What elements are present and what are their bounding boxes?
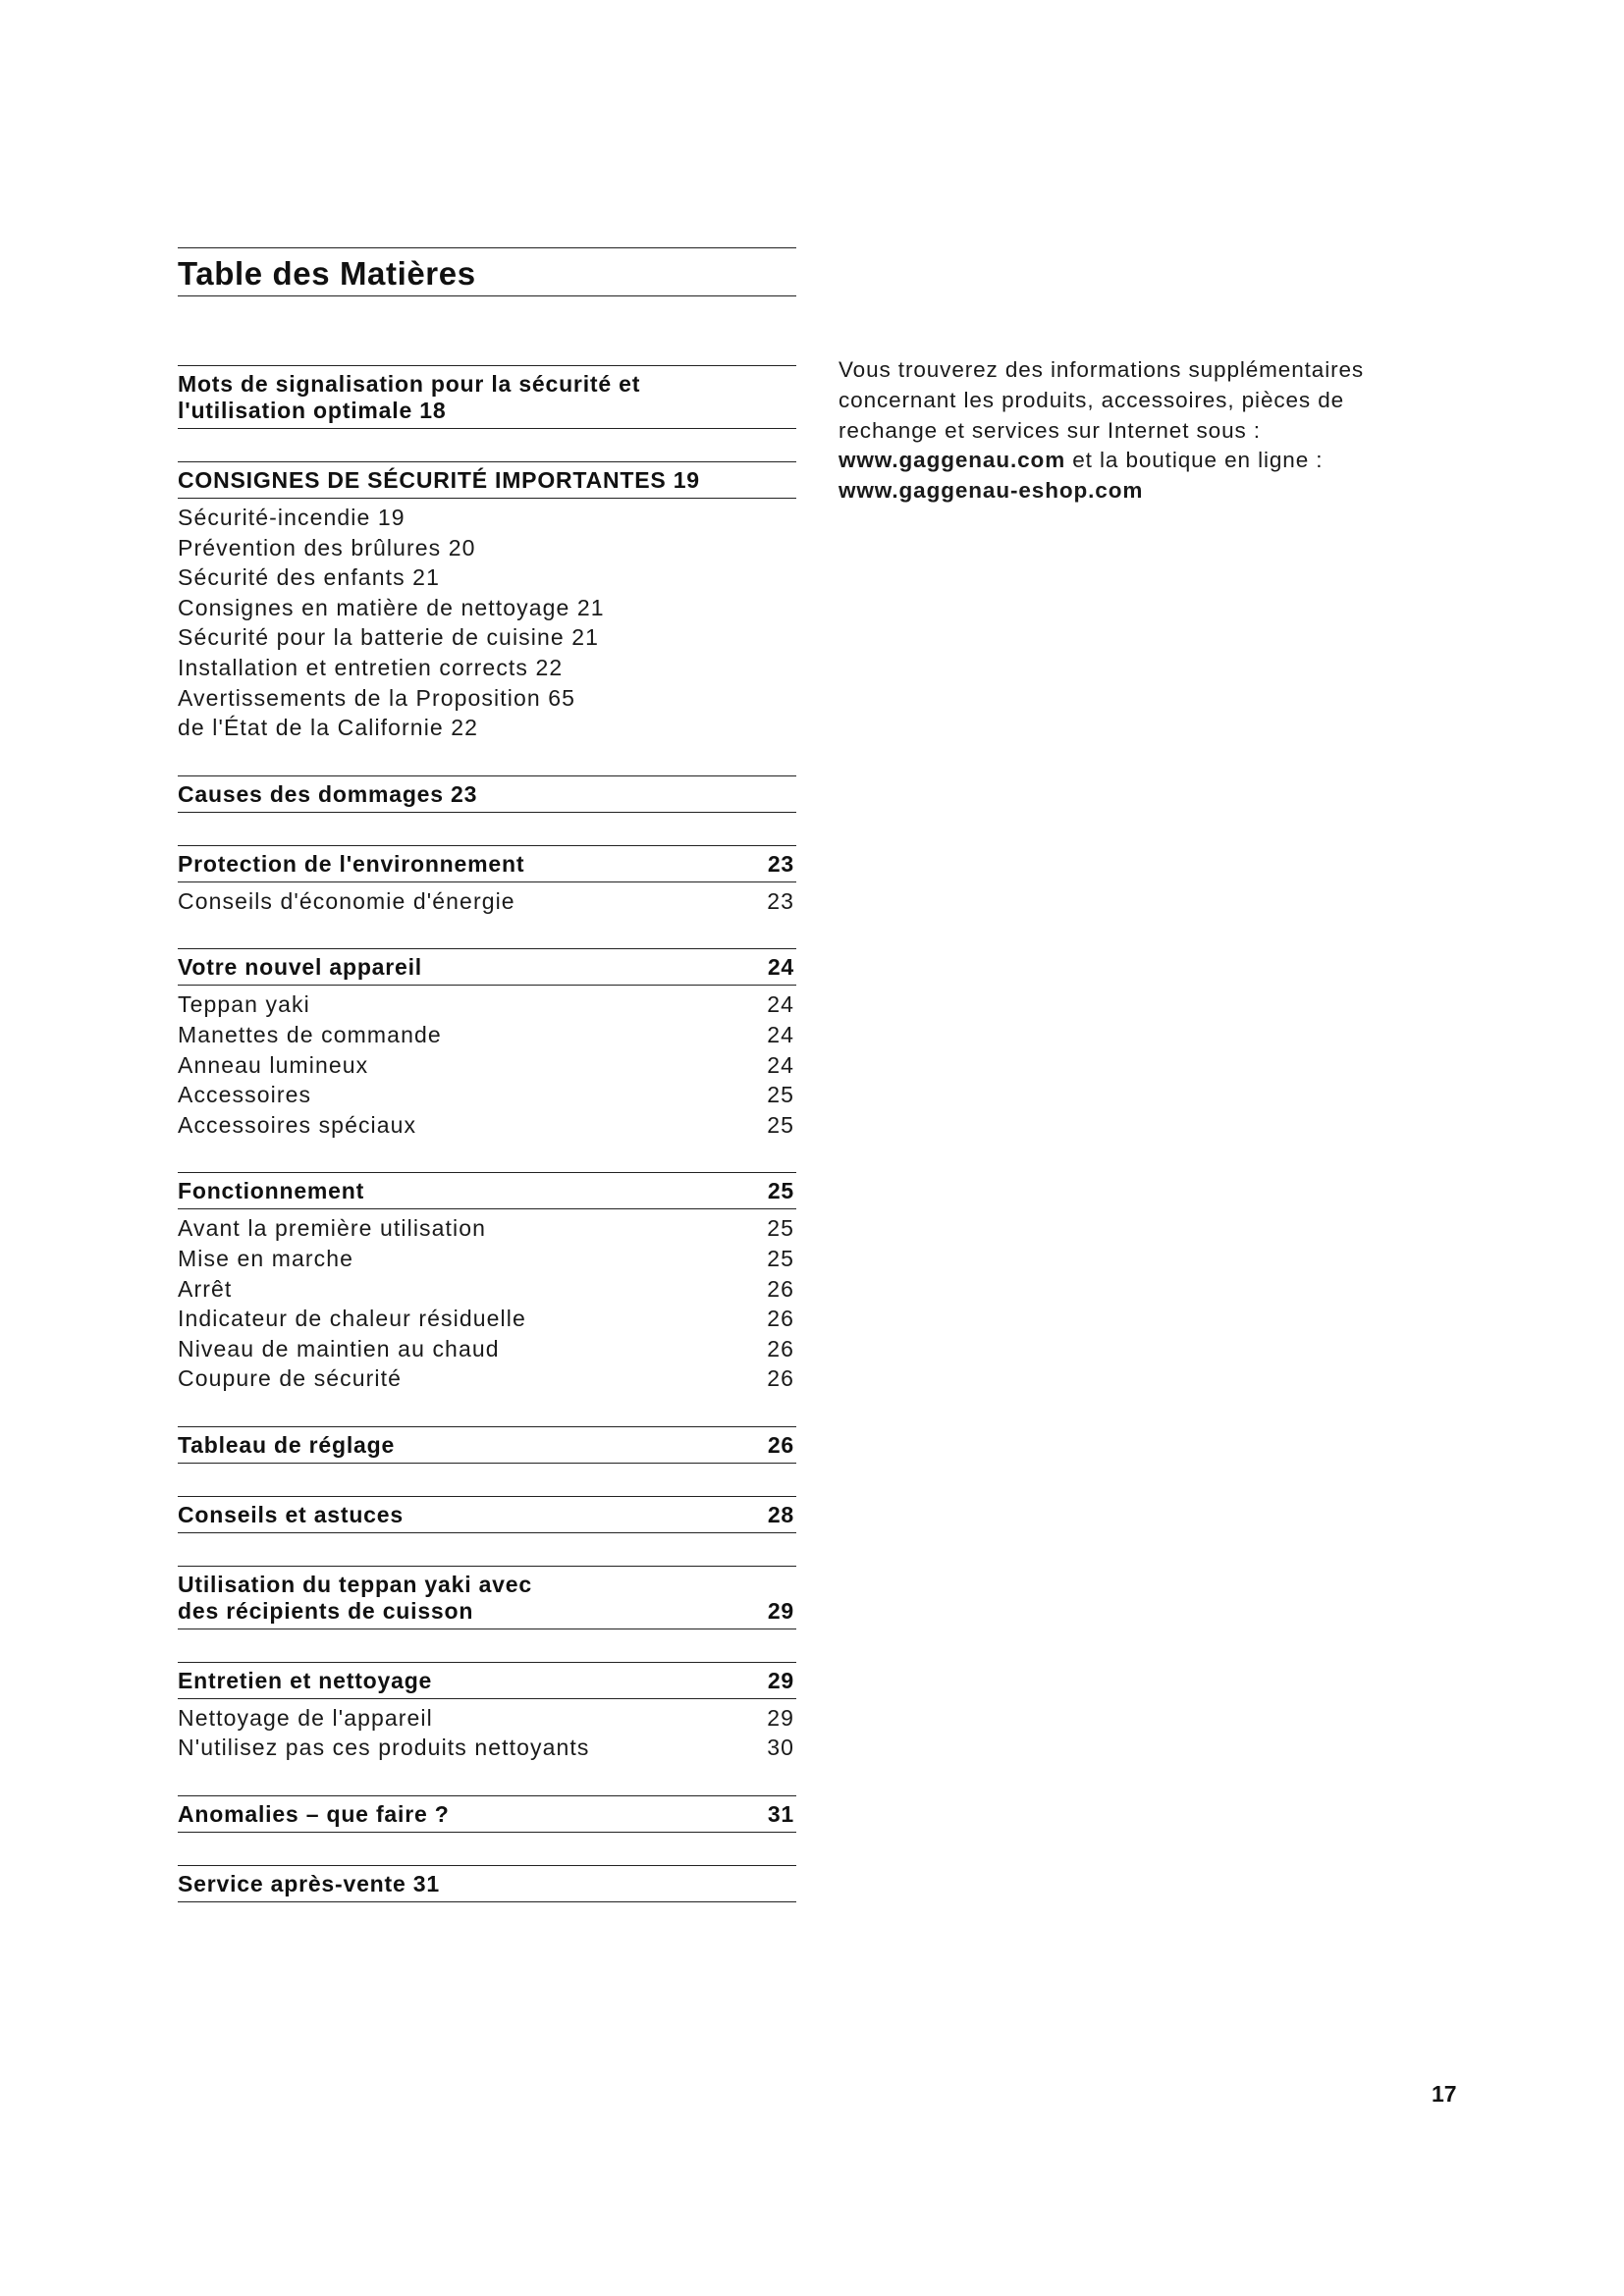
toc-entry-list [178, 882, 796, 917]
entry-label: de l'État de la Californie 22 [178, 715, 479, 741]
section-label: Conseils et astuces [178, 1501, 404, 1527]
toc-entry[interactable] [178, 1304, 796, 1334]
entry-label: Avant la première utilisation [178, 1215, 487, 1242]
section-page: 29 [767, 1597, 794, 1624]
toc-entry[interactable] [178, 533, 796, 563]
toc-section-heading[interactable] [178, 1662, 796, 1699]
toc-entry[interactable] [178, 503, 796, 533]
toc-section-heading[interactable] [178, 1566, 796, 1629]
entry-page: 24 [767, 1051, 794, 1078]
online-info [839, 355, 1428, 507]
info-line: concernant les produits, accessoires, pièces de [839, 387, 1345, 412]
toc-entry-list [178, 1699, 796, 1763]
toc-section-heading[interactable] [178, 1795, 796, 1833]
toc-entry-list [178, 986, 796, 1140]
entry-label: Sécurité-incendie 19 [178, 505, 406, 530]
toc-section-heading[interactable] [178, 845, 796, 882]
entry-page: 24 [767, 1021, 794, 1047]
toc-entry[interactable] [178, 1050, 796, 1081]
entry-label: Avertissements de la Proposition 65 [178, 684, 575, 711]
section-label: Service après-vente 31 [178, 1871, 440, 1897]
entry-label: Anneau lumineux [178, 1051, 369, 1078]
entry-label: N'utilisez pas ces produits nettoyants [178, 1735, 590, 1761]
eshop-link[interactable]: www.gaggenau-eshop.com [839, 478, 1144, 504]
entry-page: 25 [767, 1111, 794, 1138]
page-title: Table des Matières [178, 255, 476, 292]
toc-entry[interactable] [178, 713, 796, 743]
toc-section-heading[interactable] [178, 1496, 796, 1533]
section-page: 28 [767, 1501, 794, 1527]
toc-entry[interactable] [178, 593, 796, 623]
entry-page: 24 [767, 991, 794, 1018]
gaggenau-link[interactable]: www.gaggenau.com [839, 448, 1066, 473]
toc-section [178, 365, 796, 429]
section-page: 24 [767, 954, 794, 981]
toc-section [178, 1566, 796, 1629]
section-label: Mots de signalisation pour la sécurité et l'utilisation optimale 18 [178, 371, 641, 423]
toc-entry[interactable] [178, 1213, 796, 1244]
toc-section-heading[interactable] [178, 365, 796, 429]
section-label: Causes des dommages 23 [178, 780, 478, 807]
toc-entry[interactable] [178, 1703, 796, 1734]
entry-page [794, 593, 796, 623]
toc-section-heading[interactable] [178, 1426, 796, 1464]
entry-page [794, 562, 796, 593]
entry-page: 30 [767, 1735, 794, 1761]
section-label: Entretien et nettoyage [178, 1667, 433, 1693]
section-page: 23 [767, 850, 794, 877]
entry-label: Sécurité pour la batterie de cuisine 21 [178, 624, 600, 651]
toc-entry[interactable] [178, 1334, 796, 1364]
toc-entry[interactable] [178, 1110, 796, 1141]
section-label: Tableau de réglage [178, 1431, 396, 1458]
entry-label: Coupure de sécurité [178, 1365, 403, 1392]
toc-entry-list [178, 499, 796, 743]
entry-label: Prévention des brûlures 20 [178, 534, 476, 561]
entry-label: Consignes en matière de nettoyage 21 [178, 594, 605, 620]
entry-page [794, 533, 796, 563]
entry-label: Teppan yaki [178, 991, 310, 1018]
entry-page [794, 683, 796, 714]
toc-entry[interactable] [178, 622, 796, 653]
toc-section [178, 1795, 796, 1833]
info-text: et la boutique en ligne : [1065, 448, 1324, 473]
entry-page: 26 [767, 1306, 794, 1332]
toc-section [178, 461, 796, 743]
section-label: CONSIGNES DE SÉCURITÉ IMPORTANTES 19 [178, 467, 700, 493]
entry-page [794, 713, 796, 743]
entry-page: 23 [767, 887, 794, 914]
toc-section [178, 948, 796, 1140]
section-label: Votre nouvel appareil [178, 954, 422, 981]
entry-label: Indicateur de chaleur résiduelle [178, 1306, 526, 1332]
entry-label: Accessoires spéciaux [178, 1111, 417, 1138]
entry-label: Sécurité des enfants 21 [178, 564, 440, 591]
toc-section-heading[interactable] [178, 775, 796, 813]
entry-label: Niveau de maintien au chaud [178, 1335, 500, 1362]
entry-page [794, 622, 796, 653]
toc-entry[interactable] [178, 562, 796, 593]
entry-label: Nettoyage de l'appareil [178, 1704, 433, 1731]
entry-page: 25 [767, 1215, 794, 1242]
info-line [839, 446, 1428, 476]
entry-page: 25 [767, 1082, 794, 1108]
toc-section [178, 1662, 796, 1763]
entry-label: Arrêt [178, 1275, 233, 1302]
entry-page: 26 [767, 1275, 794, 1302]
entry-label: Installation et entretien corrects 22 [178, 654, 564, 680]
toc-entry-list [178, 1209, 796, 1394]
entry-label: Conseils d'économie d'énergie [178, 887, 515, 914]
section-page: 29 [767, 1667, 794, 1693]
toc-entry[interactable] [178, 1020, 796, 1050]
toc-entry[interactable] [178, 1244, 796, 1274]
toc-entry[interactable] [178, 1733, 796, 1763]
entry-page: 26 [767, 1365, 794, 1392]
entry-label: Accessoires [178, 1082, 312, 1108]
title-block [178, 247, 796, 296]
toc-section-heading[interactable] [178, 461, 796, 499]
toc-section [178, 1865, 796, 1902]
section-label: Utilisation du teppan yaki avec des récipients de cuisson [178, 1571, 532, 1624]
toc-section [178, 845, 796, 917]
toc-entry[interactable] [178, 886, 796, 917]
section-page: 25 [767, 1178, 794, 1204]
info-line: rechange et services sur Internet sous : [839, 417, 1261, 443]
entry-page: 26 [767, 1335, 794, 1362]
toc-section-heading[interactable] [178, 1865, 796, 1902]
entry-label: Mise en marche [178, 1245, 354, 1271]
toc-entry[interactable] [178, 683, 796, 714]
section-label: Fonctionnement [178, 1178, 365, 1204]
entry-page: 29 [767, 1704, 794, 1731]
section-page: 26 [767, 1431, 794, 1458]
section-page: 31 [767, 1801, 794, 1828]
section-label: Anomalies – que faire ? [178, 1801, 450, 1828]
toc-entry[interactable] [178, 653, 796, 683]
toc-entry[interactable] [178, 989, 796, 1020]
table-of-contents [178, 365, 796, 1935]
entry-page [794, 503, 796, 533]
entry-label: Manettes de commande [178, 1021, 442, 1047]
section-label: Protection de l'environnement [178, 850, 525, 877]
toc-section-heading[interactable] [178, 1172, 796, 1209]
entry-page [794, 653, 796, 683]
toc-section [178, 1496, 796, 1533]
info-line: Vous trouverez des informations supplémentaires [839, 357, 1365, 382]
entry-page: 25 [767, 1245, 794, 1271]
toc-section [178, 1426, 796, 1464]
info-line [839, 476, 1428, 507]
toc-section-heading[interactable] [178, 948, 796, 986]
toc-section [178, 1172, 796, 1394]
toc-entry[interactable] [178, 1274, 796, 1305]
page-number: 17 [1432, 2081, 1457, 2107]
toc-section [178, 775, 796, 813]
toc-entry[interactable] [178, 1363, 796, 1394]
toc-entry[interactable] [178, 1080, 796, 1110]
